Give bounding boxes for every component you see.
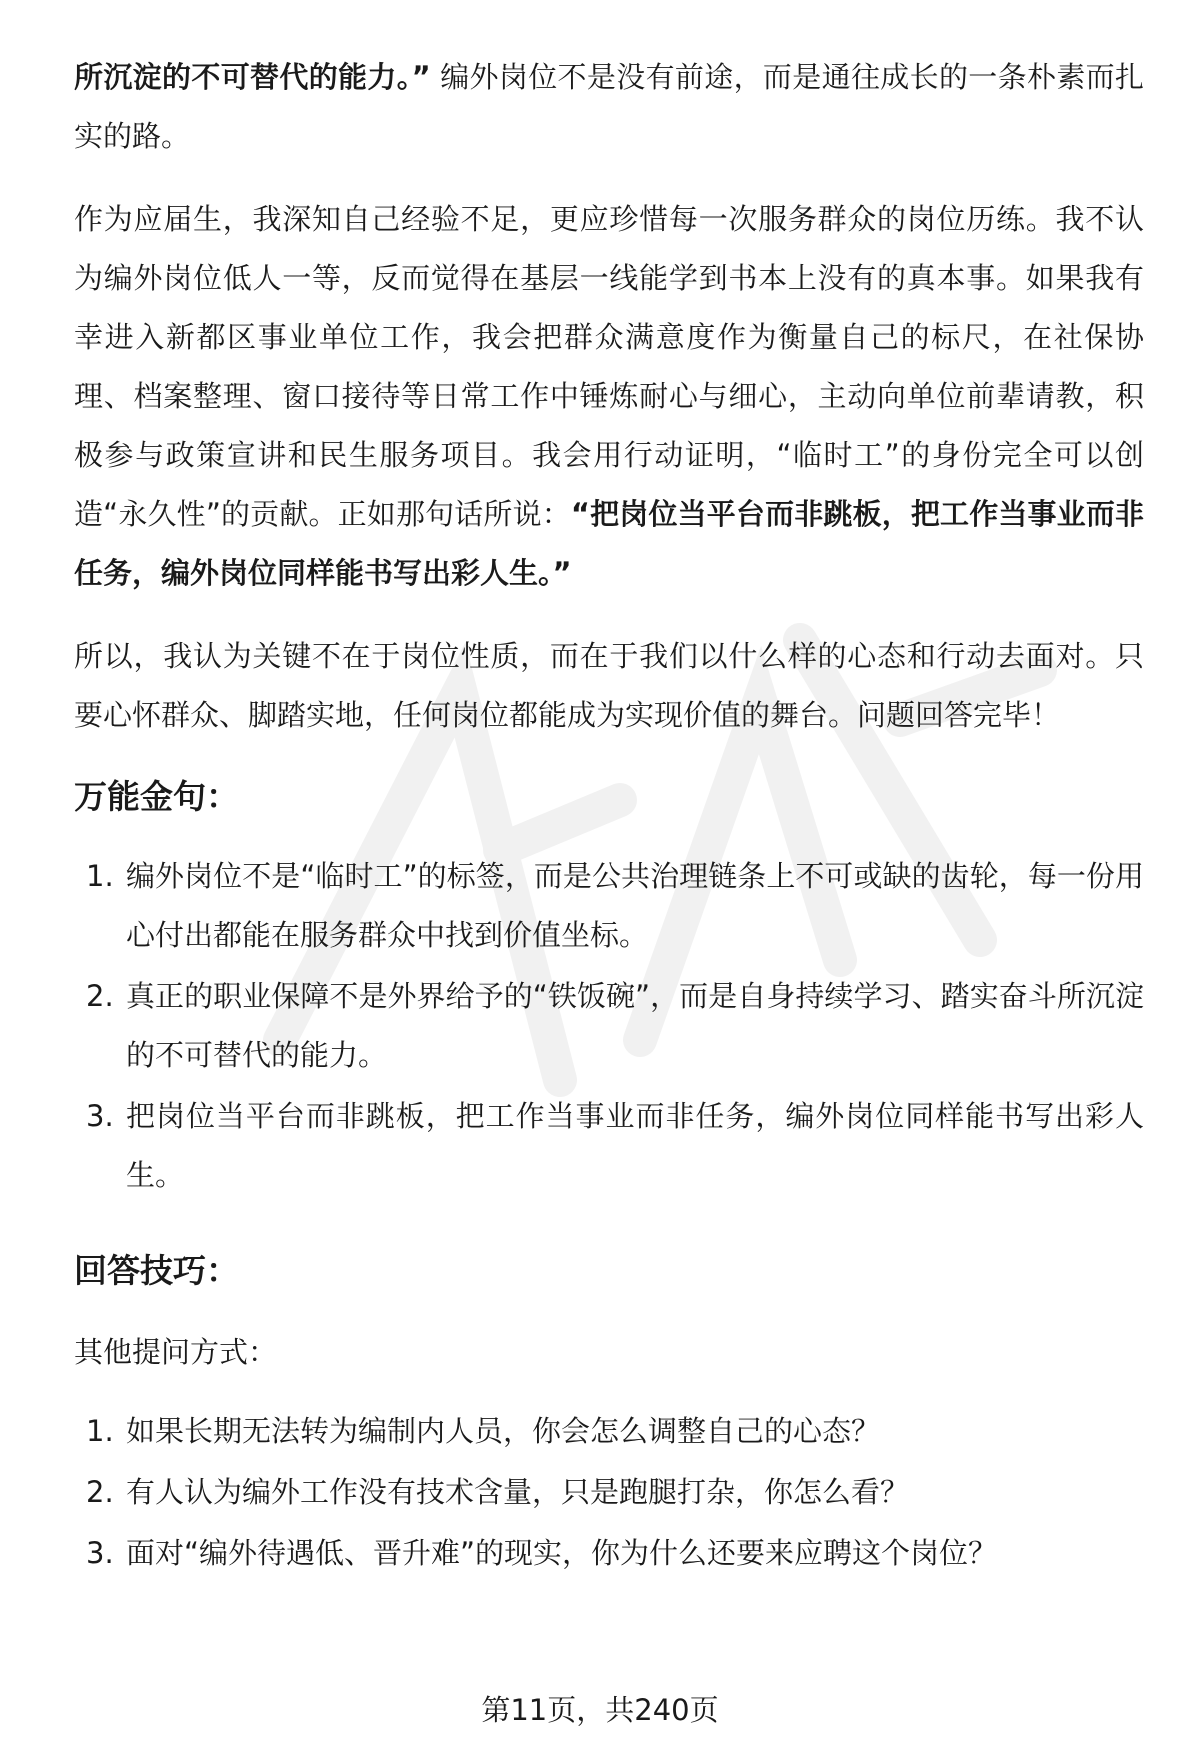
section-heading-golden-sentences: 万能金句： — [74, 777, 239, 816]
golden-sentences-list — [74, 847, 1144, 1205]
other-questions-intro: 其他提问方式： — [74, 1335, 278, 1369]
paragraph-1-text: 编外岗位不是没有前途，而是通往成长的一条朴素而扎实的路。 — [74, 60, 1144, 153]
paragraph-3-text: 所以，我认为关键不在于岗位性质，而在于我们以什么样的心态和行动去面对。只要心怀群众、脚踏实地，任何岗位都能成为实现价值的舞台。问题回答完毕！ — [74, 639, 1144, 732]
list-item-number: 2. — [86, 979, 114, 1013]
list-item — [74, 967, 1144, 1085]
list-item-text: 把岗位当平台而非跳板，把工作当事业而非任务，编外岗位同样能书写出彩人生。 — [126, 1099, 1144, 1192]
page-footer: 第11页，共240页 — [481, 1693, 719, 1727]
list-item — [74, 1524, 1144, 1583]
list-item — [74, 1463, 1144, 1522]
paragraph-2-bold-quote: “把岗位当平台而非跳板，把工作当事业而非任务，编外岗位同样能书写出彩人生。” — [74, 497, 1144, 590]
list-item-number: 3. — [86, 1536, 114, 1570]
list-item-number: 3. — [86, 1099, 114, 1133]
paragraph-1 — [74, 48, 1144, 166]
paragraph-1-bold: 所沉淀的不可替代的能力。” — [74, 60, 431, 94]
list-item-number: 2. — [86, 1475, 114, 1509]
list-item-text: 如果长期无法转为编制内人员，你会怎么调整自己的心态？ — [126, 1414, 881, 1448]
paragraph-3 — [74, 627, 1144, 745]
paragraph-2 — [74, 190, 1144, 603]
list-item-text: 有人认为编外工作没有技术含量，只是跑腿打杂，你怎么看？ — [126, 1475, 910, 1509]
list-item — [74, 1087, 1144, 1205]
section-heading-answer-tips: 回答技巧： — [74, 1251, 239, 1290]
list-item-text: 编外岗位不是“临时工”的标签，而是公共治理链条上不可或缺的齿轮，每一份用心付出都能在服务群众中找到价值坐标。 — [126, 859, 1144, 952]
list-item-text: 真正的职业保障不是外界给予的“铁饭碗”，而是自身持续学习、踏实奋斗所沉淀的不可替代的能力。 — [126, 979, 1144, 1072]
list-item-number: 1. — [86, 1414, 114, 1448]
list-item-number: 1. — [86, 859, 114, 893]
document-page — [74, 48, 1144, 1585]
list-item — [74, 1402, 1144, 1461]
other-questions-list — [74, 1402, 1144, 1583]
paragraph-2-text: 作为应届生，我深知自己经验不足，更应珍惜每一次服务群众的岗位历练。我不认为编外岗位低人一等，反而觉得在基层一线能学到书本上没有的真本事。如果我有幸进入新都区事业单位工作，我会把群众满意度作为衡量自己的标尺，在社保协理、档案整理、窗口接待等日常工作中锤炼耐心与细心，主动向单位前辈请教，积极参与政策宣讲和民生服务项目。我会用行动证明，“临时工”的身份完全可以创造“永久性”的贡献。正如那句话所说： — [74, 202, 1144, 531]
list-item-text: 面对“编外待遇低、晋升难”的现实，你为什么还要来应聘这个岗位？ — [126, 1536, 998, 1570]
list-item — [74, 847, 1144, 965]
